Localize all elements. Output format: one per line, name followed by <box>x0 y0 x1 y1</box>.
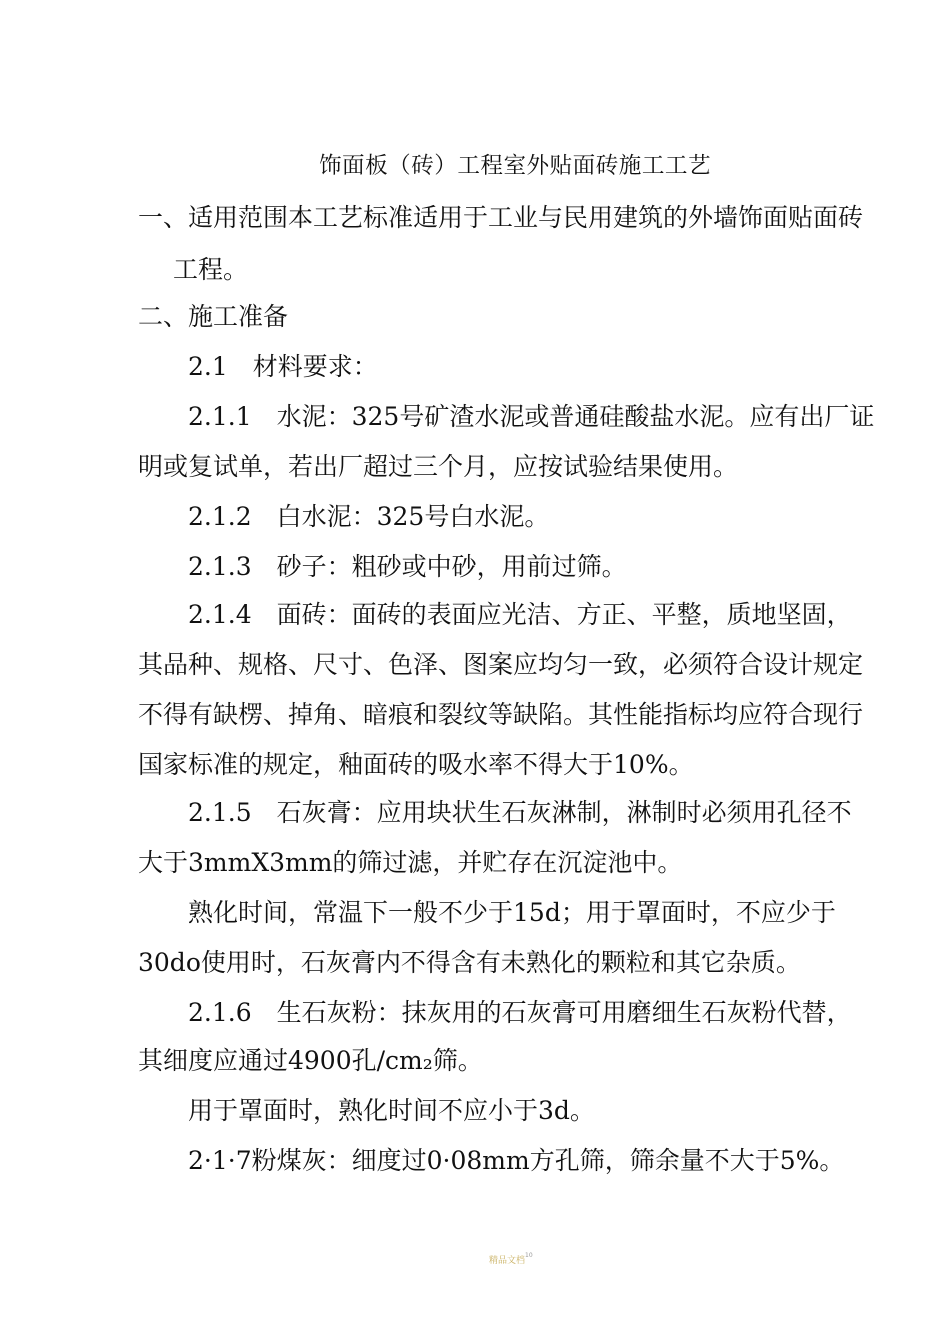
paragraph-line: 2.1.2 白水泥：325号白水泥。 <box>188 502 550 531</box>
paragraph-line: 2.1.3 砂子：粗砂或中砂，用前过筛。 <box>188 552 627 581</box>
paragraph-line: 一、适用范围本工艺标准适用于工业与民用建筑的外墙饰面贴面砖 <box>138 203 864 232</box>
paragraph-line: 用于罩面时，熟化时间不应小于3d。 <box>188 1096 595 1125</box>
paragraph-line: 2.1.4 面砖：面砖的表面应光洁、方正、平整，质地坚固， <box>188 600 852 629</box>
paragraph-line: 大于3mmX3mm的筛过滤，并贮存在沉淀池中。 <box>138 848 683 877</box>
paragraph-line: 不得有缺楞、掉角、暗痕和裂纹等缺陷。其性能指标均应符合现行 <box>138 700 864 729</box>
paragraph-line: 其细度应通过4900孔/cm₂筛。 <box>138 1046 483 1075</box>
paragraph-line: 国家标准的规定，釉面砖的吸水率不得大于10%。 <box>138 750 694 779</box>
paragraph-line: 熟化时间，常温下一般不少于15d；用于罩面时，不应少于 <box>188 898 836 927</box>
subsection-heading: 2.1 材料要求： <box>188 352 378 381</box>
page-footer <box>489 1252 533 1266</box>
paragraph-line: 工程。 <box>173 255 249 284</box>
paragraph-line: 2·1·7粉煤灰：细度过0·08mm方孔筛，筛余量不大于5%。 <box>188 1146 845 1175</box>
paragraph-line: 30do使用时，石灰膏内不得含有未熟化的颗粒和其它杂质。 <box>138 948 801 977</box>
section-heading: 二、施工准备 <box>138 302 289 331</box>
paragraph-line: 明或复试单，若出厂超过三个月，应按试验结果使用。 <box>138 452 739 481</box>
paragraph-line: 2.1.1 水泥：325号矿渣水泥或普通硅酸盐水泥。应有出厂证 <box>188 402 875 431</box>
paragraph-line: 2.1.5 石灰膏：应用块状生石灰淋制，淋制时必须用孔径不 <box>188 798 852 827</box>
footer-text: 精品文档 <box>489 1256 526 1266</box>
page-number: 10 <box>525 1252 533 1259</box>
document-title: 饰面板（砖）工程室外贴面砖施工工艺 <box>318 153 712 179</box>
paragraph-line: 2.1.6 生石灰粉：抹灰用的石灰膏可用磨细生石灰粉代替， <box>188 998 852 1027</box>
paragraph-line: 其品种、规格、尺寸、色泽、图案应均匀一致，必须符合设计规定 <box>138 650 864 679</box>
